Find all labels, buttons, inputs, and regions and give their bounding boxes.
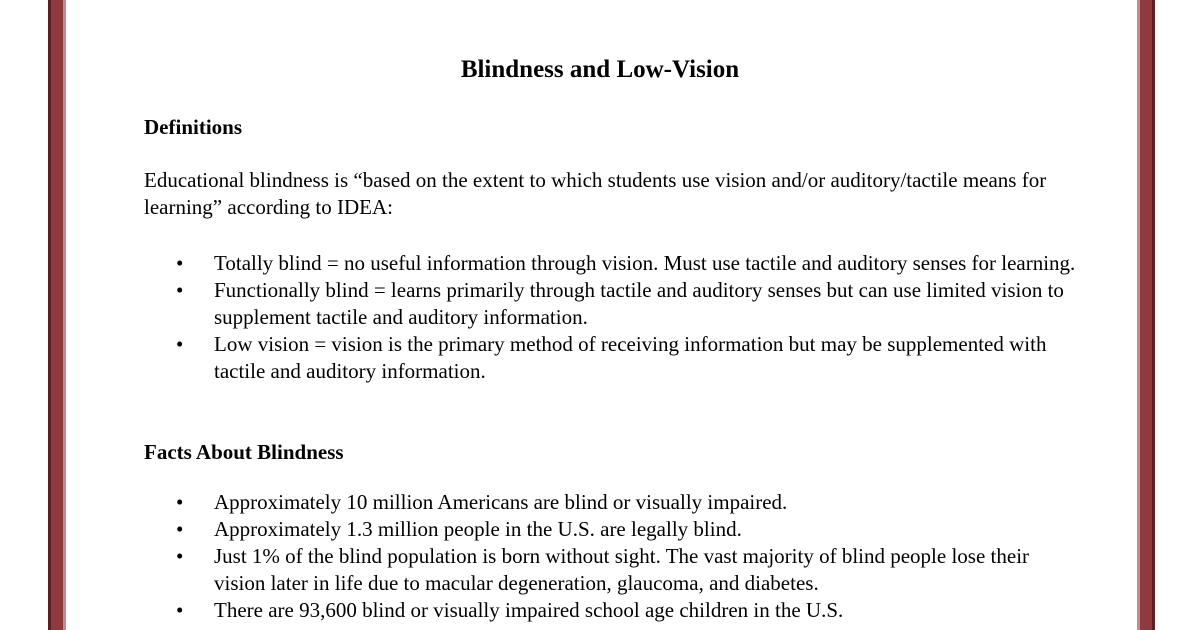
bullet-icon: • [176, 544, 184, 568]
section-heading-facts: Facts About Blindness [144, 440, 344, 464]
list-item [176, 516, 1076, 543]
list-item [176, 331, 1076, 385]
list-item-text: Low vision = vision is the primary method of receiving information but may be supplemented with tactile and auditory information. [214, 332, 1047, 383]
list-item [176, 489, 1076, 516]
list-item-text: Approximately 1.3 million people in the U.S. are legally blind. [214, 517, 742, 541]
bullet-icon: • [176, 490, 184, 514]
list-item [176, 543, 1076, 597]
bullet-icon: • [176, 598, 184, 622]
list-item-text: Functionally blind = learns primarily through tactile and auditory senses but can use limited vision to supplement tactile and auditory information. [214, 278, 1064, 329]
list-item [176, 597, 1076, 624]
bullet-icon: • [176, 517, 184, 541]
bullet-icon: • [176, 332, 184, 356]
list-item-text: Totally blind = no useful information through vision. Must use tactile and auditory senses for learning. [214, 251, 1076, 275]
section-heading-definitions: Definitions [144, 115, 243, 139]
list-item-text: Just 1% of the blind population is born without sight. The vast majority of blind people lose their vision later in life due to macular degeneration, glaucoma, and diabetes. [214, 544, 1030, 595]
document-title: Blindness and Low-Vision [460, 56, 740, 83]
definitions-intro-paragraph: Educational blindness is “based on the extent to which students use vision and/or auditory/tactile means for learning” according to IDEA: [144, 168, 1047, 219]
list-item-text: There are 93,600 blind or visually impaired school age children in the U.S. [214, 598, 844, 622]
bullet-icon: • [176, 278, 184, 302]
list-item-text: Approximately 10 million Americans are blind or visually impaired. [214, 490, 788, 514]
list-item [176, 250, 1076, 277]
list-item [176, 277, 1076, 331]
bullet-icon: • [176, 251, 184, 275]
facts-bullet-list [176, 489, 1076, 624]
right-page-border [1137, 0, 1155, 630]
left-page-border [48, 0, 66, 630]
definitions-bullet-list [176, 250, 1076, 385]
